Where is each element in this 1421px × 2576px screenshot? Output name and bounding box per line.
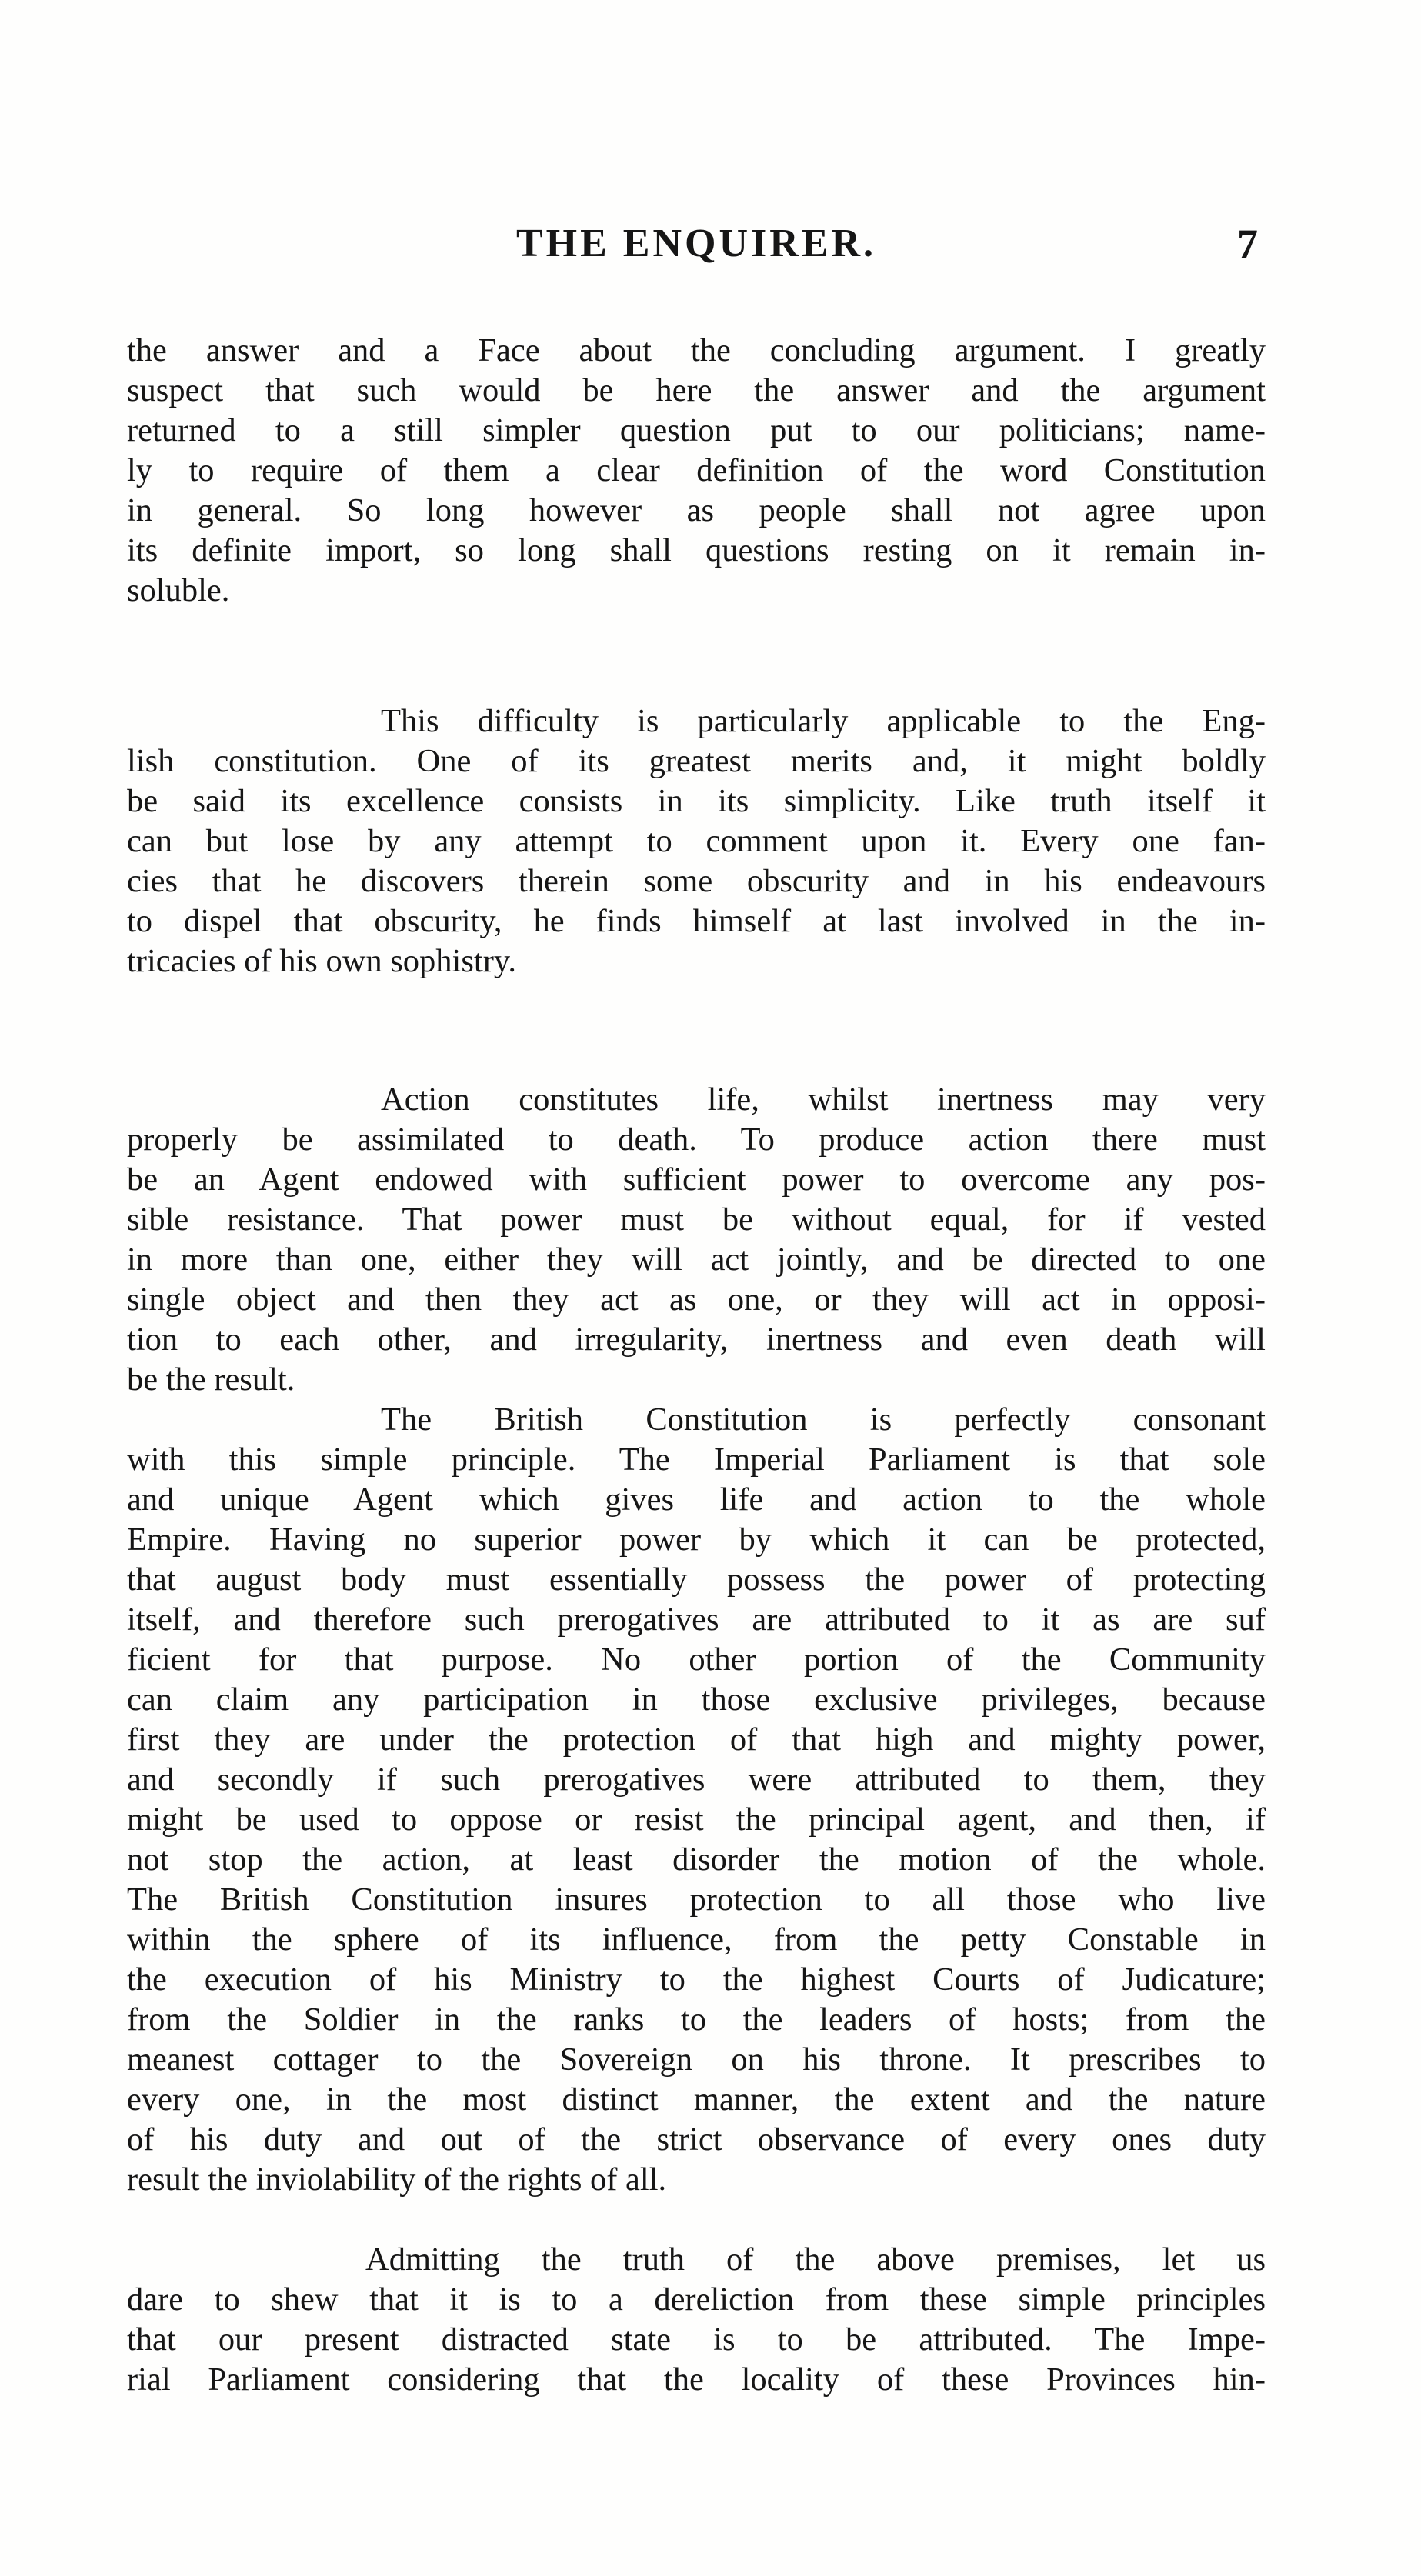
text-line: Action constitutes life, whilst inertness may very <box>381 1081 1266 1118</box>
text-line: not stop the action, at least disorder the motion of the whole. <box>127 1841 1266 1878</box>
text-line: first they are under the protection of that high and mighty power, <box>127 1721 1266 1758</box>
text-line: cies that he discovers therein some obscurity and in his endeavours <box>127 863 1266 899</box>
page-header <box>127 217 1266 271</box>
text-line: properly be assimilated to death. To produce action there must <box>127 1121 1266 1158</box>
paragraph-difficulty <box>127 701 1266 981</box>
text-line: This difficulty is particularly applicable to the Eng- <box>381 703 1266 739</box>
body-text <box>127 331 1266 2400</box>
text-line: ly to require of them a clear definition of the word Constitution <box>127 452 1266 488</box>
text-line: might be used to oppose or resist the principal agent, and then, if <box>127 1801 1266 1838</box>
text-line: that august body must essentially possess the power of protecting <box>127 1561 1266 1598</box>
paragraph-face-about <box>127 331 1266 611</box>
text-line: be said its excellence consists in its simplicity. Like truth itself it <box>127 783 1266 819</box>
paragraph-gap <box>127 981 1266 1080</box>
text-line: and unique Agent which gives life and action to the whole <box>127 1481 1266 1518</box>
text-line: lish constitution. One of its greatest merits and, it might boldly <box>127 743 1266 779</box>
paragraph-action <box>127 1080 1266 1400</box>
paragraph-gap <box>127 2200 1266 2240</box>
text-line: rial Parliament considering that the locality of these Provinces hin- <box>127 2361 1266 2398</box>
paragraph-british-constitution <box>127 1400 1266 2200</box>
text-line: soluble. <box>127 572 230 608</box>
text-line: dare to shew that it is to a dereliction from these simple principles <box>127 2281 1266 2318</box>
paragraph-gap <box>127 611 1266 701</box>
text-line: be an Agent endowed with sufficient power to overcome any pos- <box>127 1161 1266 1198</box>
text-line: be the result. <box>127 1361 295 1398</box>
text-line: in general. So long however as people shall not agree upon <box>127 492 1266 528</box>
text-line: meanest cottager to the Sovereign on his throne. It prescribes to <box>127 2041 1266 2078</box>
text-line: within the sphere of its influence, from the petty Constable in <box>127 1921 1266 1958</box>
text-line: tion to each other, and irregularity, inertness and even death will <box>127 1321 1266 1358</box>
text-line: in more than one, either they will act jointly, and be directed to one <box>127 1241 1266 1278</box>
text-line: single object and then they act as one, or they will act in opposi- <box>127 1281 1266 1318</box>
text-line: with this simple principle. The Imperial Parliament is that sole <box>127 1441 1266 1478</box>
text-line: The British Constitution insures protection to all those who live <box>127 1881 1266 1918</box>
paragraph-admitting <box>127 2240 1266 2400</box>
running-head: THE ENQUIRER. <box>515 222 877 265</box>
text-line: the execution of his Ministry to the highest Courts of Judicature; <box>127 1961 1266 1998</box>
text-line: can but lose by any attempt to comment upon it. Every one fan- <box>127 823 1266 859</box>
text-line: from the Soldier in the ranks to the leaders of hosts; from the <box>127 2001 1266 2038</box>
text-line: Empire. Having no superior power by which it can be protected, <box>127 1521 1266 1558</box>
text-line: Admitting the truth of the above premises, let us <box>365 2241 1266 2278</box>
text-line: itself, and therefore such prerogatives are attributed to it as are suf <box>127 1601 1266 1638</box>
text-line: every one, in the most distinct manner, the extent and the nature <box>127 2081 1266 2118</box>
text-line: ficient for that purpose. No other portion of the Community <box>127 1641 1266 1678</box>
text-line: of his duty and out of the strict observance of every ones duty <box>127 2121 1266 2158</box>
text-line: that our present distracted state is to be attributed. The Impe- <box>127 2321 1266 2358</box>
text-line: the answer and a Face about the concluding argument. I greatly <box>127 332 1266 368</box>
text-line: returned to a still simpler question put to our politicians; name- <box>127 412 1266 448</box>
text-line: can claim any participation in those exclusive privileges, because <box>127 1681 1266 1718</box>
text-line: sible resistance. That power must be without equal, for if vested <box>127 1201 1266 1238</box>
text-line: and secondly if such prerogatives were attributed to them, they <box>127 1761 1266 1798</box>
page-number: 7 <box>1237 221 1258 267</box>
text-line: tricacies of his own sophistry. <box>127 943 516 979</box>
text-line: to dispel that obscurity, he finds himself at last involved in the in- <box>127 903 1266 939</box>
text-line: result the inviolability of the rights of all. <box>127 2161 667 2198</box>
text-line: The British Constitution is perfectly consonant <box>381 1401 1266 1438</box>
text-line: suspect that such would be here the answer and the argument <box>127 372 1266 408</box>
text-line: its definite import, so long shall questions resting on it remain in- <box>127 532 1266 568</box>
